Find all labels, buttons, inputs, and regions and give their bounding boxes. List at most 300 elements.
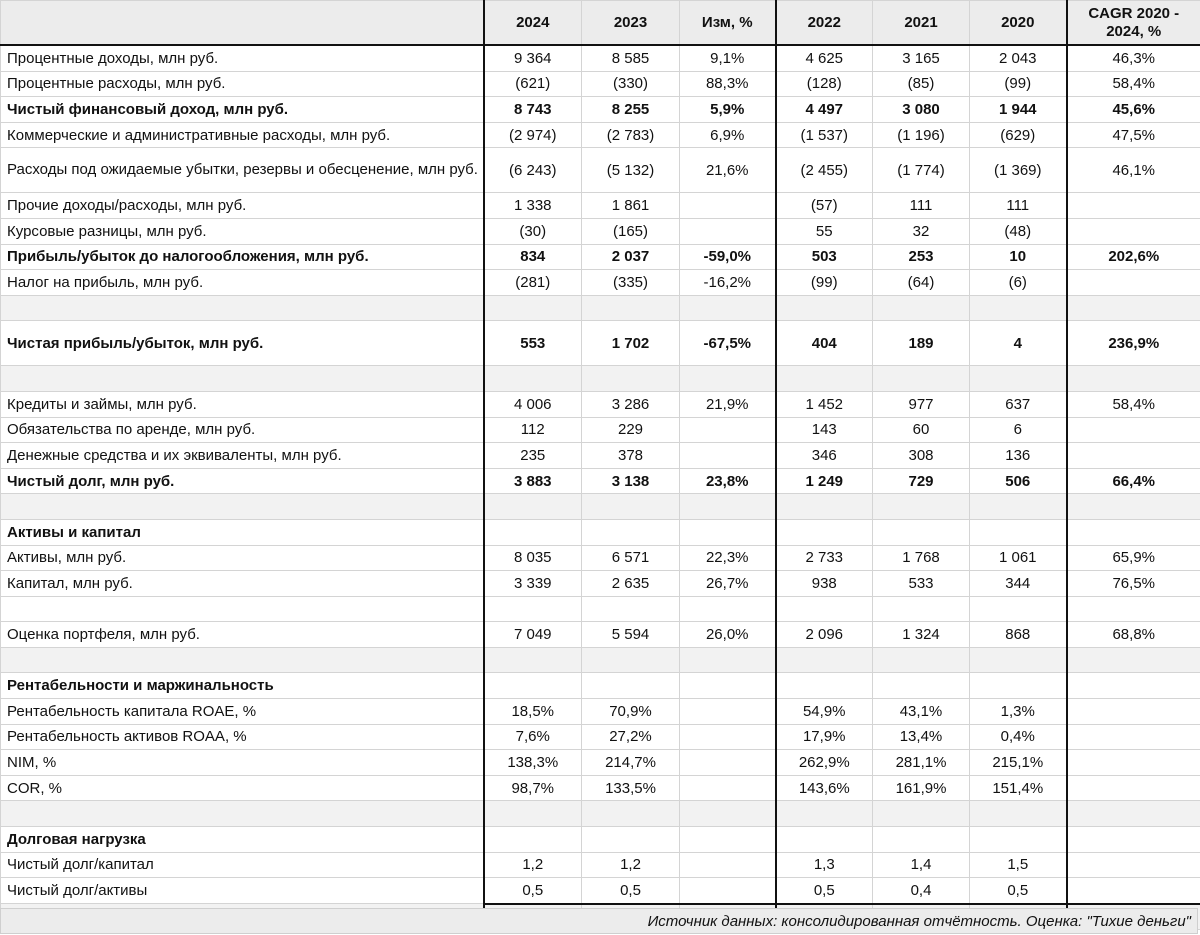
value-2020 bbox=[970, 647, 1067, 673]
value-change: 21,6% bbox=[680, 148, 776, 193]
row-label: Процентные доходы, млн руб. bbox=[1, 45, 484, 71]
table-row bbox=[1, 724, 1200, 750]
value-2024: 4 006 bbox=[484, 391, 582, 417]
value-cagr bbox=[1067, 519, 1200, 545]
value-2023 bbox=[582, 673, 680, 699]
table-row bbox=[1, 545, 1200, 571]
value-2021: 1 768 bbox=[873, 545, 970, 571]
row-label: Коммерческие и административные расходы, млн руб. bbox=[1, 122, 484, 148]
value-cagr: 202,6% bbox=[1067, 244, 1200, 270]
value-2022: 262,9% bbox=[776, 750, 873, 776]
value-2023: 8 255 bbox=[582, 97, 680, 123]
value-2022 bbox=[776, 801, 873, 827]
value-2024 bbox=[484, 494, 582, 520]
value-2022: (2 455) bbox=[776, 148, 873, 193]
value-2023: 3 286 bbox=[582, 391, 680, 417]
value-2020: (6) bbox=[970, 270, 1067, 296]
value-2022 bbox=[776, 366, 873, 392]
row-label: Рентабельность активов ROAA, % bbox=[1, 724, 484, 750]
value-2021: 533 bbox=[873, 571, 970, 597]
header-change: Изм, % bbox=[680, 1, 776, 46]
table-row bbox=[1, 97, 1200, 123]
header-cagr: CAGR 2020 - 2024, % bbox=[1067, 1, 1200, 46]
row-label: Кредиты и займы, млн руб. bbox=[1, 391, 484, 417]
value-change: 6,9% bbox=[680, 122, 776, 148]
table-row bbox=[1, 699, 1200, 725]
value-2024: 8 743 bbox=[484, 97, 582, 123]
value-change bbox=[680, 827, 776, 853]
value-2023: 133,5% bbox=[582, 775, 680, 801]
value-cagr: 68,8% bbox=[1067, 622, 1200, 648]
table-row bbox=[1, 673, 1200, 699]
value-cagr bbox=[1067, 494, 1200, 520]
value-2020: 1 061 bbox=[970, 545, 1067, 571]
value-2022: 17,9% bbox=[776, 724, 873, 750]
value-change: 9,1% bbox=[680, 45, 776, 71]
value-2024: 18,5% bbox=[484, 699, 582, 725]
value-2020: 215,1% bbox=[970, 750, 1067, 776]
value-2021: 253 bbox=[873, 244, 970, 270]
value-change bbox=[680, 878, 776, 904]
value-2024: (621) bbox=[484, 71, 582, 97]
row-label: NIM, % bbox=[1, 750, 484, 776]
value-2020 bbox=[970, 519, 1067, 545]
row-label: Чистый долг, млн руб. bbox=[1, 468, 484, 494]
table-body bbox=[1, 45, 1200, 930]
header-label-cell bbox=[1, 1, 484, 46]
row-label bbox=[1, 596, 484, 622]
value-2022 bbox=[776, 519, 873, 545]
value-2021: 60 bbox=[873, 417, 970, 443]
value-change: 26,7% bbox=[680, 571, 776, 597]
value-2024 bbox=[484, 673, 582, 699]
value-change bbox=[680, 801, 776, 827]
value-2022: (57) bbox=[776, 193, 873, 219]
value-2020: 4 bbox=[970, 321, 1067, 366]
value-2024: 3 339 bbox=[484, 571, 582, 597]
value-2021: 3 080 bbox=[873, 97, 970, 123]
row-label: Налог на прибыль, млн руб. bbox=[1, 270, 484, 296]
value-2024: 7,6% bbox=[484, 724, 582, 750]
value-2022: 404 bbox=[776, 321, 873, 366]
value-cagr bbox=[1067, 699, 1200, 725]
value-cagr bbox=[1067, 750, 1200, 776]
source-footer bbox=[0, 908, 1198, 934]
value-change bbox=[680, 218, 776, 244]
value-2020: 868 bbox=[970, 622, 1067, 648]
value-2022: 2 096 bbox=[776, 622, 873, 648]
value-2020 bbox=[970, 596, 1067, 622]
value-2021: 281,1% bbox=[873, 750, 970, 776]
value-change bbox=[680, 366, 776, 392]
value-2021: 308 bbox=[873, 443, 970, 469]
row-label: Долговая нагрузка bbox=[1, 827, 484, 853]
value-2023: 1,2 bbox=[582, 852, 680, 878]
value-2021: 13,4% bbox=[873, 724, 970, 750]
value-change bbox=[680, 519, 776, 545]
value-2022: 346 bbox=[776, 443, 873, 469]
value-2022: 4 625 bbox=[776, 45, 873, 71]
value-2022 bbox=[776, 673, 873, 699]
value-2020: 0,4% bbox=[970, 724, 1067, 750]
value-2020: 637 bbox=[970, 391, 1067, 417]
table-row bbox=[1, 750, 1200, 776]
table-row bbox=[1, 244, 1200, 270]
table-row bbox=[1, 571, 1200, 597]
value-2020: 506 bbox=[970, 468, 1067, 494]
value-change bbox=[680, 494, 776, 520]
value-2023: 1 702 bbox=[582, 321, 680, 366]
table-row bbox=[1, 775, 1200, 801]
value-2022: 0,5 bbox=[776, 878, 873, 904]
value-cagr: 46,3% bbox=[1067, 45, 1200, 71]
value-cagr: 47,5% bbox=[1067, 122, 1200, 148]
table-row bbox=[1, 519, 1200, 545]
value-2022: (99) bbox=[776, 270, 873, 296]
value-2021: 32 bbox=[873, 218, 970, 244]
value-2020 bbox=[970, 673, 1067, 699]
value-cagr: 58,4% bbox=[1067, 71, 1200, 97]
value-cagr bbox=[1067, 443, 1200, 469]
value-2023: 5 594 bbox=[582, 622, 680, 648]
value-2020 bbox=[970, 366, 1067, 392]
value-2024 bbox=[484, 801, 582, 827]
value-2022: 54,9% bbox=[776, 699, 873, 725]
row-label: Рентабельность капитала ROAE, % bbox=[1, 699, 484, 725]
value-2022: 143 bbox=[776, 417, 873, 443]
value-2023 bbox=[582, 366, 680, 392]
value-2020: 1,3% bbox=[970, 699, 1067, 725]
value-cagr bbox=[1067, 878, 1200, 904]
value-change: 26,0% bbox=[680, 622, 776, 648]
value-2024: 553 bbox=[484, 321, 582, 366]
value-change bbox=[680, 443, 776, 469]
value-2024 bbox=[484, 647, 582, 673]
row-label bbox=[1, 647, 484, 673]
row-label: Чистый финансовый доход, млн руб. bbox=[1, 97, 484, 123]
table-row bbox=[1, 122, 1200, 148]
value-2024: (30) bbox=[484, 218, 582, 244]
value-cagr bbox=[1067, 724, 1200, 750]
value-change bbox=[680, 750, 776, 776]
table-row bbox=[1, 218, 1200, 244]
value-2023 bbox=[582, 596, 680, 622]
value-change bbox=[680, 193, 776, 219]
row-label: Активы и капитал bbox=[1, 519, 484, 545]
row-label: Курсовые разницы, млн руб. bbox=[1, 218, 484, 244]
header-2020: 2020 bbox=[970, 1, 1067, 46]
value-2022 bbox=[776, 295, 873, 321]
value-cagr bbox=[1067, 596, 1200, 622]
value-2023 bbox=[582, 494, 680, 520]
value-2024 bbox=[484, 366, 582, 392]
value-cagr: 45,6% bbox=[1067, 97, 1200, 123]
value-cagr bbox=[1067, 775, 1200, 801]
value-change: -59,0% bbox=[680, 244, 776, 270]
table-row bbox=[1, 878, 1200, 904]
value-change: 23,8% bbox=[680, 468, 776, 494]
value-2023: 229 bbox=[582, 417, 680, 443]
value-2023: (2 783) bbox=[582, 122, 680, 148]
value-2023: (165) bbox=[582, 218, 680, 244]
value-change bbox=[680, 647, 776, 673]
value-cagr bbox=[1067, 417, 1200, 443]
value-2023: 0,5 bbox=[582, 878, 680, 904]
value-cagr: 66,4% bbox=[1067, 468, 1200, 494]
value-2022 bbox=[776, 647, 873, 673]
value-cagr: 76,5% bbox=[1067, 571, 1200, 597]
value-2022: (1 537) bbox=[776, 122, 873, 148]
value-cagr: 65,9% bbox=[1067, 545, 1200, 571]
value-2024: 1,2 bbox=[484, 852, 582, 878]
value-2023 bbox=[582, 647, 680, 673]
value-change bbox=[680, 852, 776, 878]
spacer-row bbox=[1, 295, 1200, 321]
value-2024 bbox=[484, 295, 582, 321]
table-row bbox=[1, 827, 1200, 853]
value-2023 bbox=[582, 827, 680, 853]
value-change bbox=[680, 596, 776, 622]
row-label: Процентные расходы, млн руб. bbox=[1, 71, 484, 97]
table-row bbox=[1, 148, 1200, 193]
value-2020 bbox=[970, 494, 1067, 520]
value-2021: 3 165 bbox=[873, 45, 970, 71]
value-2020: 6 bbox=[970, 417, 1067, 443]
value-2022: 1,3 bbox=[776, 852, 873, 878]
table-row bbox=[1, 270, 1200, 296]
value-2024 bbox=[484, 519, 582, 545]
value-2021 bbox=[873, 519, 970, 545]
row-label: Чистая прибыль/убыток, млн руб. bbox=[1, 321, 484, 366]
value-2021 bbox=[873, 494, 970, 520]
value-2022: 2 733 bbox=[776, 545, 873, 571]
value-2023: (335) bbox=[582, 270, 680, 296]
row-label bbox=[1, 295, 484, 321]
row-label bbox=[1, 366, 484, 392]
value-2021: 189 bbox=[873, 321, 970, 366]
row-label: Чистый долг/капитал bbox=[1, 852, 484, 878]
value-cagr: 236,9% bbox=[1067, 321, 1200, 366]
value-2020 bbox=[970, 827, 1067, 853]
value-2021: 1 324 bbox=[873, 622, 970, 648]
value-cagr bbox=[1067, 218, 1200, 244]
value-2021: 1,4 bbox=[873, 852, 970, 878]
value-2020: 136 bbox=[970, 443, 1067, 469]
value-change: 22,3% bbox=[680, 545, 776, 571]
value-change bbox=[680, 417, 776, 443]
value-2020 bbox=[970, 295, 1067, 321]
source-note: Источник данных: консолидированная отчётность. Оценка: "Тихие деньги" bbox=[647, 913, 1191, 930]
value-2023: 2 635 bbox=[582, 571, 680, 597]
value-2021 bbox=[873, 366, 970, 392]
value-2022: 1 249 bbox=[776, 468, 873, 494]
value-2021: 111 bbox=[873, 193, 970, 219]
value-2024: 9 364 bbox=[484, 45, 582, 71]
value-2020: (48) bbox=[970, 218, 1067, 244]
value-2020: 1,5 bbox=[970, 852, 1067, 878]
header-2022: 2022 bbox=[776, 1, 873, 46]
table-row bbox=[1, 193, 1200, 219]
table-row bbox=[1, 45, 1200, 71]
row-label: Прибыль/убыток до налогообложения, млн руб. bbox=[1, 244, 484, 270]
value-2024 bbox=[484, 827, 582, 853]
value-2023: (5 132) bbox=[582, 148, 680, 193]
value-2021 bbox=[873, 673, 970, 699]
value-change: 5,9% bbox=[680, 97, 776, 123]
value-cagr: 46,1% bbox=[1067, 148, 1200, 193]
value-change: 88,3% bbox=[680, 71, 776, 97]
value-cagr bbox=[1067, 647, 1200, 673]
value-2020: 0,5 bbox=[970, 878, 1067, 904]
value-2021: 161,9% bbox=[873, 775, 970, 801]
value-cagr bbox=[1067, 270, 1200, 296]
spacer-row bbox=[1, 366, 1200, 392]
value-2022: 503 bbox=[776, 244, 873, 270]
table-row bbox=[1, 468, 1200, 494]
value-2023: 2 037 bbox=[582, 244, 680, 270]
value-2023: 378 bbox=[582, 443, 680, 469]
value-2024: 98,7% bbox=[484, 775, 582, 801]
value-change: -16,2% bbox=[680, 270, 776, 296]
value-2022: 1 452 bbox=[776, 391, 873, 417]
value-2023: 27,2% bbox=[582, 724, 680, 750]
table-row bbox=[1, 443, 1200, 469]
value-2021: 729 bbox=[873, 468, 970, 494]
header-2024: 2024 bbox=[484, 1, 582, 46]
value-2020: 344 bbox=[970, 571, 1067, 597]
value-2024: 1 338 bbox=[484, 193, 582, 219]
value-change: -67,5% bbox=[680, 321, 776, 366]
value-2023: 8 585 bbox=[582, 45, 680, 71]
value-2023: 214,7% bbox=[582, 750, 680, 776]
value-2020: (629) bbox=[970, 122, 1067, 148]
spacer-row bbox=[1, 647, 1200, 673]
value-change bbox=[680, 673, 776, 699]
value-2022: (128) bbox=[776, 71, 873, 97]
value-2024: 3 883 bbox=[484, 468, 582, 494]
value-2021: (64) bbox=[873, 270, 970, 296]
row-label: Капитал, млн руб. bbox=[1, 571, 484, 597]
value-2023: 1 861 bbox=[582, 193, 680, 219]
row-label: COR, % bbox=[1, 775, 484, 801]
value-2020: (99) bbox=[970, 71, 1067, 97]
value-2024: 235 bbox=[484, 443, 582, 469]
value-2023: 3 138 bbox=[582, 468, 680, 494]
value-2023: 6 571 bbox=[582, 545, 680, 571]
row-label: Обязательства по аренде, млн руб. bbox=[1, 417, 484, 443]
value-2021: (1 774) bbox=[873, 148, 970, 193]
header-row bbox=[1, 1, 1200, 46]
table-row bbox=[1, 417, 1200, 443]
value-change bbox=[680, 295, 776, 321]
value-2023 bbox=[582, 519, 680, 545]
value-cagr bbox=[1067, 827, 1200, 853]
value-change bbox=[680, 724, 776, 750]
table-row bbox=[1, 391, 1200, 417]
row-label: Чистый долг/активы bbox=[1, 878, 484, 904]
spacer-row bbox=[1, 494, 1200, 520]
row-label: Оценка портфеля, млн руб. bbox=[1, 622, 484, 648]
value-2024: 0,5 bbox=[484, 878, 582, 904]
value-2023 bbox=[582, 295, 680, 321]
value-2022 bbox=[776, 596, 873, 622]
value-2024: (6 243) bbox=[484, 148, 582, 193]
value-2024: (2 974) bbox=[484, 122, 582, 148]
value-2024: 834 bbox=[484, 244, 582, 270]
value-2021 bbox=[873, 295, 970, 321]
value-cagr bbox=[1067, 673, 1200, 699]
value-cagr bbox=[1067, 801, 1200, 827]
row-label: Рентабельности и маржинальность bbox=[1, 673, 484, 699]
value-cagr bbox=[1067, 295, 1200, 321]
value-2022 bbox=[776, 494, 873, 520]
value-2021: (1 196) bbox=[873, 122, 970, 148]
value-2024: (281) bbox=[484, 270, 582, 296]
row-label: Расходы под ожидаемые убытки, резервы и обесценение, млн руб. bbox=[1, 148, 484, 193]
row-label bbox=[1, 801, 484, 827]
value-change bbox=[680, 775, 776, 801]
value-cagr bbox=[1067, 193, 1200, 219]
value-2024: 138,3% bbox=[484, 750, 582, 776]
row-label bbox=[1, 494, 484, 520]
row-label: Активы, млн руб. bbox=[1, 545, 484, 571]
value-2023: (330) bbox=[582, 71, 680, 97]
value-2021 bbox=[873, 596, 970, 622]
value-2020: 10 bbox=[970, 244, 1067, 270]
value-2022: 938 bbox=[776, 571, 873, 597]
value-2021 bbox=[873, 827, 970, 853]
value-cagr: 58,4% bbox=[1067, 391, 1200, 417]
value-2023 bbox=[582, 801, 680, 827]
row-label: Денежные средства и их эквиваленты, млн руб. bbox=[1, 443, 484, 469]
value-2020: 151,4% bbox=[970, 775, 1067, 801]
value-2020: 111 bbox=[970, 193, 1067, 219]
value-2023: 70,9% bbox=[582, 699, 680, 725]
value-2020: 1 944 bbox=[970, 97, 1067, 123]
value-2024: 7 049 bbox=[484, 622, 582, 648]
table-row bbox=[1, 71, 1200, 97]
spacer-row bbox=[1, 596, 1200, 622]
value-2021: 43,1% bbox=[873, 699, 970, 725]
spacer-row bbox=[1, 801, 1200, 827]
value-2020: (1 369) bbox=[970, 148, 1067, 193]
header-2023: 2023 bbox=[582, 1, 680, 46]
value-2024 bbox=[484, 596, 582, 622]
value-2024: 112 bbox=[484, 417, 582, 443]
value-2020: 2 043 bbox=[970, 45, 1067, 71]
value-change bbox=[680, 699, 776, 725]
header-2021: 2021 bbox=[873, 1, 970, 46]
table-row bbox=[1, 622, 1200, 648]
table-row bbox=[1, 321, 1200, 366]
value-cagr bbox=[1067, 852, 1200, 878]
value-change: 21,9% bbox=[680, 391, 776, 417]
value-2020 bbox=[970, 801, 1067, 827]
value-2021 bbox=[873, 801, 970, 827]
value-cagr bbox=[1067, 366, 1200, 392]
value-2022: 143,6% bbox=[776, 775, 873, 801]
value-2021: 0,4 bbox=[873, 878, 970, 904]
value-2022 bbox=[776, 827, 873, 853]
value-2021 bbox=[873, 647, 970, 673]
table-row bbox=[1, 852, 1200, 878]
value-2021: 977 bbox=[873, 391, 970, 417]
value-2022: 4 497 bbox=[776, 97, 873, 123]
row-label: Прочие доходы/расходы, млн руб. bbox=[1, 193, 484, 219]
value-2021: (85) bbox=[873, 71, 970, 97]
value-2024: 8 035 bbox=[484, 545, 582, 571]
value-2022: 55 bbox=[776, 218, 873, 244]
